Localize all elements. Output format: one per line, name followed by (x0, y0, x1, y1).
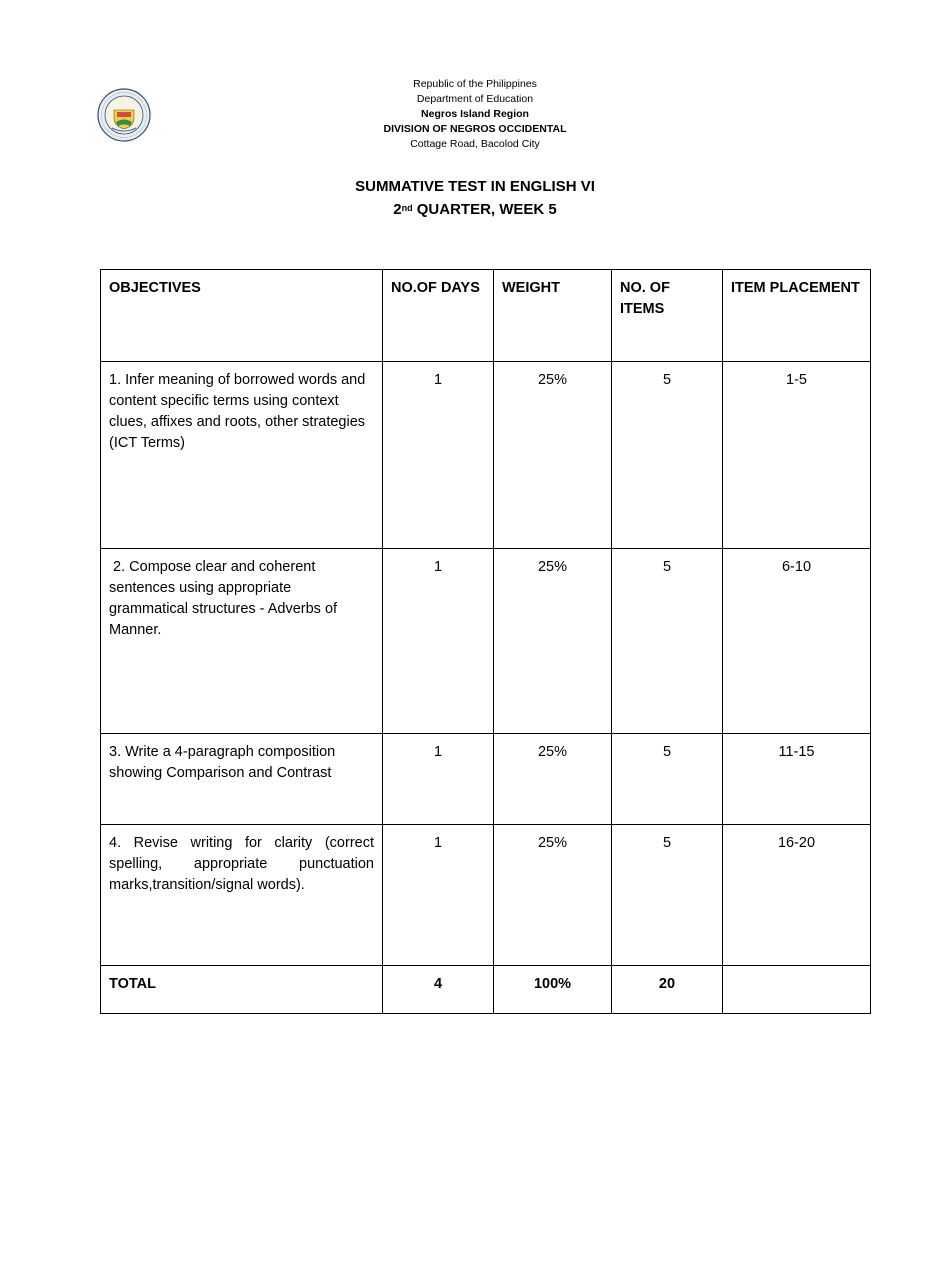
total-placement (723, 966, 871, 1014)
table-row (101, 549, 871, 734)
items-cell: 5 (612, 825, 723, 966)
days-cell: 1 (383, 362, 494, 549)
items-cell: 5 (612, 362, 723, 549)
title-quarter-suffix: nd (401, 203, 413, 213)
weight-cell: 25% (494, 549, 612, 734)
table-row (101, 825, 871, 966)
objective-cell: 3. Write a 4-paragraph composition showing Comparison and Contrast (101, 734, 383, 825)
weight-cell: 25% (494, 734, 612, 825)
table-total-row (101, 966, 871, 1014)
weight-cell: 25% (494, 825, 612, 966)
title-line-1: SUMMATIVE TEST IN ENGLISH VI (355, 178, 595, 195)
document-title (0, 175, 950, 221)
header-placement: ITEM PLACEMENT (723, 270, 871, 362)
days-cell: 1 (383, 825, 494, 966)
letterhead-address: Cottage Road, Bacolod City (410, 138, 540, 150)
letterhead-republic: Republic of the Philippines (413, 78, 537, 90)
items-cell: 5 (612, 549, 723, 734)
weight-cell: 25% (494, 362, 612, 549)
days-cell: 1 (383, 734, 494, 825)
title-quarter-rest: QUARTER, WEEK 5 (412, 201, 557, 218)
table-row (101, 734, 871, 825)
objective-cell: 1. Infer meaning of borrowed words and content specific terms using context clues, affixes and roots, other strategies (ICT Terms) (101, 362, 383, 549)
total-items: 20 (612, 966, 723, 1014)
placement-cell: 16-20 (723, 825, 871, 966)
table-header-row (101, 270, 871, 362)
letterhead (0, 77, 950, 152)
objective-cell: 4. Revise writing for clarity (correct spelling, appropriate punctuation marks,transition/signal words). (101, 825, 383, 966)
days-cell: 1 (383, 549, 494, 734)
placement-cell: 1-5 (723, 362, 871, 549)
objective-cell: 2. Compose clear and coherent sentences using appropriate grammatical structures - Adverbs of Manner. (101, 549, 383, 734)
total-weight: 100% (494, 966, 612, 1014)
letterhead-division: DIVISION OF NEGROS OCCIDENTAL (383, 123, 567, 135)
total-days: 4 (383, 966, 494, 1014)
title-quarter-number: 2 (393, 201, 402, 218)
header-days: NO.OF DAYS (383, 270, 494, 362)
letterhead-department: Department of Education (416, 93, 534, 105)
table-row (101, 362, 871, 549)
table-of-specifications (100, 269, 871, 1014)
header-objectives: OBJECTIVES (101, 270, 383, 362)
items-cell: 5 (612, 734, 723, 825)
header-weight: WEIGHT (494, 270, 612, 362)
placement-cell: 11-15 (723, 734, 871, 825)
title-line-2 (0, 198, 950, 221)
placement-cell: 6-10 (723, 549, 871, 734)
header-items: NO. OF ITEMS (612, 270, 723, 362)
letterhead-region: Negros Island Region (421, 108, 529, 120)
total-label: TOTAL (101, 966, 383, 1014)
